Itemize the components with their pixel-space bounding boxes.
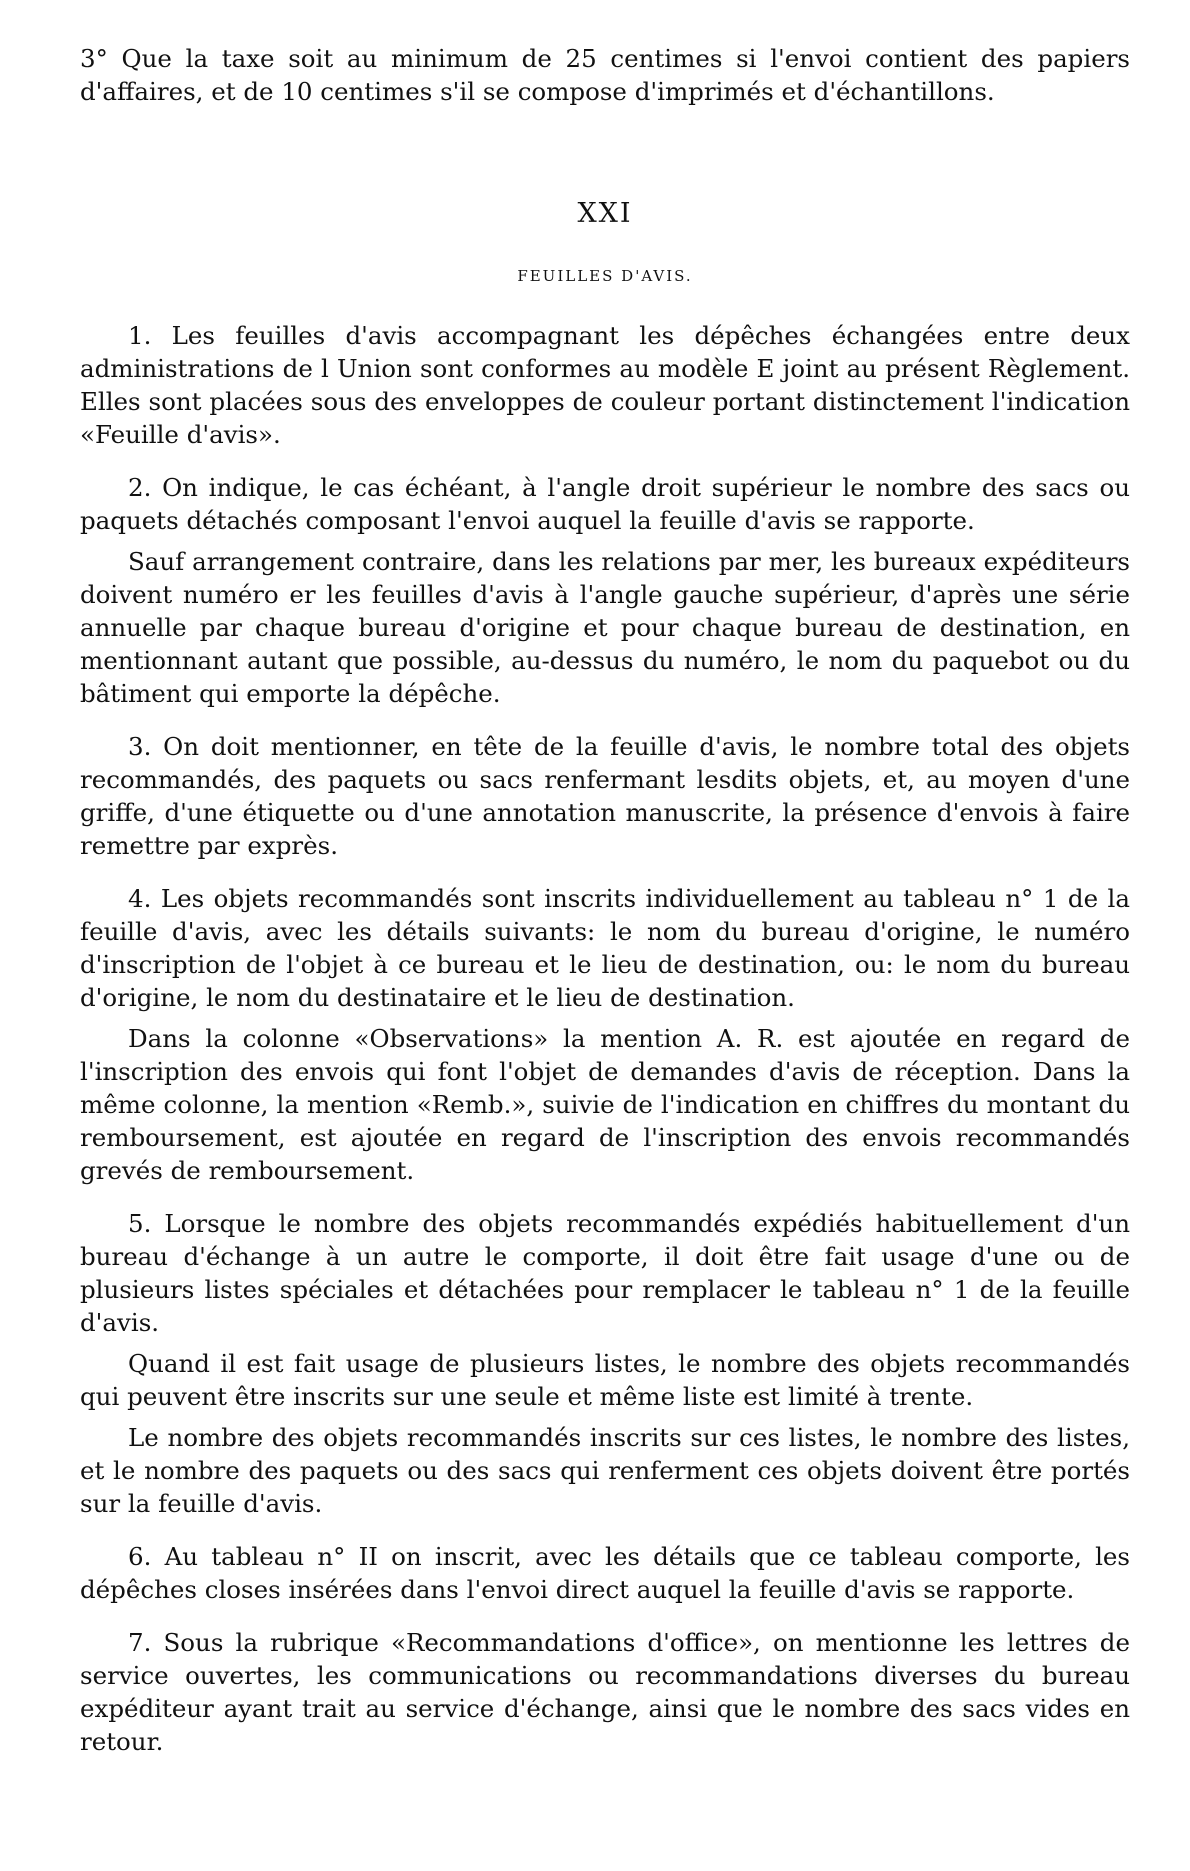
document-page: [80, 42, 1130, 1758]
paragraph-2-continued: Sauf arrangement contraire, dans les relations par mer, les bureaux expéditeurs doivent numéro er les feuilles d'avis à l'angle gauche supérieur, d'après une série annuelle par chaque bureau d'origine et pour chaque bureau de destination, en mentionnant autant que possible, au-dessus du numéro, le nom du paquebot ou du bâtiment qui emporte la dépêche.: [80, 547, 1130, 708]
paragraph-2: 2. On indique, le cas échéant, à l'angle droit supérieur le nombre des sacs ou paquets détachés composant l'envoi auquel la feuille d'avis se rapporte.: [80, 473, 1130, 535]
paragraph-6: 6. Au tableau n° II on inscrit, avec les détails que ce tableau comporte, les dépêches closes insérées dans l'envoi direct auquel la feuille d'avis se rapporte.: [80, 1542, 1130, 1604]
section-title: FEUILLES D'AVIS.: [517, 267, 693, 285]
paragraph-4: 4. Les objets recommandés sont inscrits individuellement au tableau n° 1 de la feuille d'avis, avec les détails suivants: le nom du bureau d'origine, le numéro d'inscription de l'objet à ce bureau et le lieu de destination, ou: le nom du bureau d'origine, le nom du destinataire et le lieu de destination.: [80, 884, 1130, 1012]
paragraph-5-continued-a: Quand il est fait usage de plusieurs listes, le nombre des objets recommandés qui peuvent être inscrits sur une seule et même liste est limité à trente.: [80, 1349, 1130, 1411]
paragraph-5: 5. Lorsque le nombre des objets recommandés expédiés habituellement d'un bureau d'échange à un autre le comporte, il doit être fait usage d'une ou de plusieurs listes spéciales et détachées pour remplacer le tableau n° 1 de la feuille d'avis.: [80, 1209, 1130, 1337]
intro-paragraph: 3° Que la taxe soit au minimum de 25 centimes si l'envoi contient des papiers d'affaires, et de 10 centimes s'il se compose d'imprimés et d'échantillons.: [80, 44, 1130, 106]
paragraph-1: 1. Les feuilles d'avis accompagnant les dépêches échangées entre deux administrations de l Union sont conformes au modèle E joint au présent Règlement. Elles sont placées sous des enveloppes de couleur portant distinctement l'indication «Feuille d'avis».: [80, 321, 1130, 449]
paragraph-3: 3. On doit mentionner, en tête de la feuille d'avis, le nombre total des objets recommandés, des paquets ou sacs renfermant lesdits objets, et, au moyen d'une griffe, d'une étiquette ou d'une annotation manuscrite, la présence d'envois à faire remettre par exprès.: [80, 732, 1130, 860]
paragraph-7: 7. Sous la rubrique «Recommandations d'office», on mentionne les lettres de service ouvertes, les communications ou recommandations diverses du bureau expéditeur ayant trait au service d'échange, ainsi que le nombre des sacs vides en retour.: [80, 1628, 1130, 1756]
paragraph-4-continued: Dans la colonne «Observations» la mention A. R. est ajoutée en regard de l'inscription des envois qui font l'objet de demandes d'avis de réception. Dans la même colonne, la mention «Remb.», suivie de l'indication en chiffres du montant du remboursement, est ajoutée en regard de l'inscription des envois recommandés grevés de remboursement.: [80, 1024, 1130, 1185]
paragraph-5-continued-b: Le nombre des objets recommandés inscrits sur ces listes, le nombre des listes, et le nombre des paquets ou des sacs qui renferment ces objets doivent être portés sur la feuille d'avis.: [80, 1423, 1130, 1518]
section-number: XXI: [577, 198, 633, 229]
